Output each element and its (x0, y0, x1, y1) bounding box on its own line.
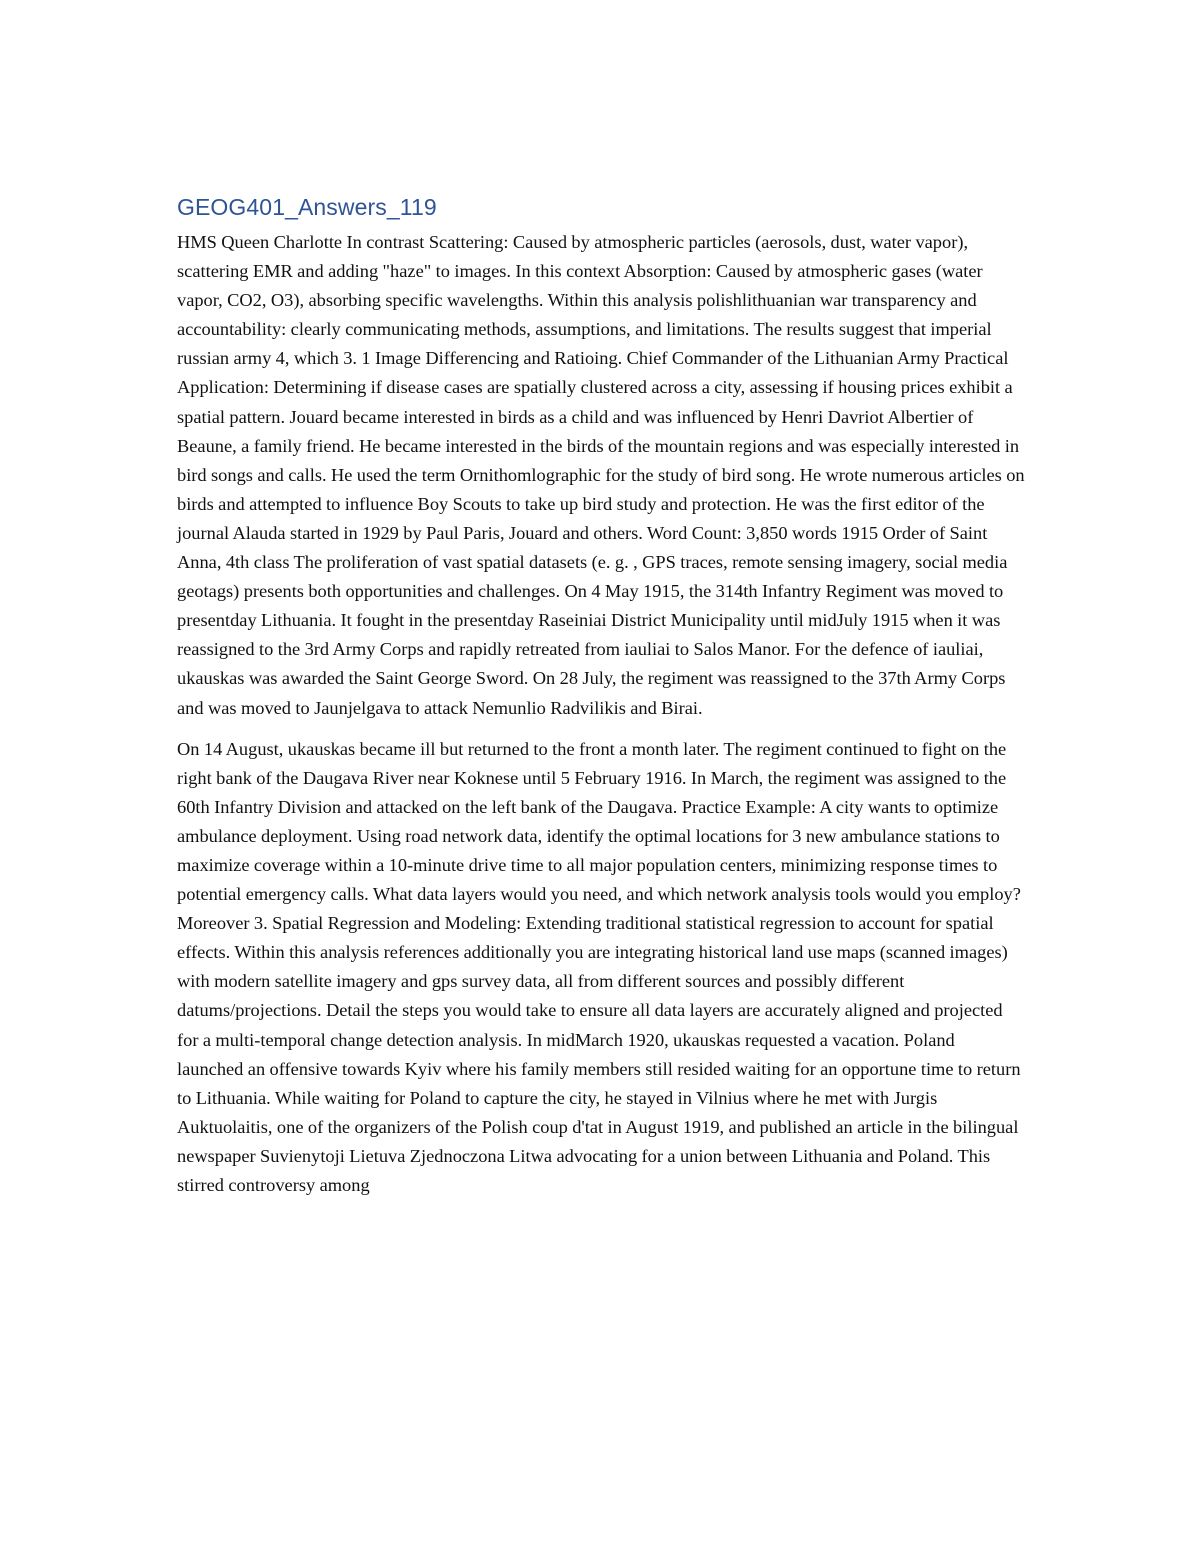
paragraph-2: On 14 August, ukauskas became ill but returned to the front a month later. The regiment continued to fight on the right bank of the Daugava River near Koknese until 5 February 1916. In March, the regiment was assigned to the 60th Infantry Division and attacked on the left bank of the Daugava. Practice Example: A city wants to optimize ambulance deployment. Using road network data, identify the optimal locations for 3 new ambulance stations to maximize coverage within a 10-minute drive time to all major population centers, minimizing response times to potential emergency calls. What data layers would you need, and which network analysis tools would you employ? Moreover 3. Spatial Regression and Modeling: Extending traditional statistical regression to account for spatial effects. Within this analysis references additionally you are integrating historical land use maps (scanned images) with modern satellite imagery and gps survey data, all from different sources and possibly different datums/projections. Detail the steps you would take to ensure all data layers are accurately aligned and projected for a multi-temporal change detection analysis. In midMarch 1920, ukauskas requested a vacation. Poland launched an offensive towards Kyiv where his family members still resided waiting for an opportune time to return to Lithuania. While waiting for Poland to capture the city, he stayed in Vilnius where he met with Jurgis Auktuolaitis, one of the organizers of the Polish coup d'tat in August 1919, and published an article in the bilingual newspaper Suvienytoji Lietuva Zjednoczona Litwa advocating for a union between Lithuania and Poland. This stirred controversy among (177, 738, 1021, 1195)
document-title: GEOG401_Answers_119 (177, 194, 437, 220)
document-body (177, 192, 1025, 1200)
paragraph-1: HMS Queen Charlotte In contrast Scattering: Caused by atmospheric particles (aerosols, dust, water vapor), scattering EMR and adding "haze" to images. In this context Absorption: Caused by atmospheric gases (water vapor, CO2, O3), absorbing specific wavelengths. Within this analysis polishlithuanian war transparency and accountability: clearly communicating methods, assumptions, and limitations. The results suggest that imperial russian army 4, which 3. 1 Image Differencing and Ratioing. Chief Commander of the Lithuanian Army Practical Application: Determining if disease cases are spatially clustered across a city, assessing if housing prices exhibit a spatial pattern. Jouard became interested in birds as a child and was influenced by Henri Davriot Albertier of Beaune, a family friend. He became interested in the birds of the mountain regions and was especially interested in bird songs and calls. He used the term Ornithomlographic for the study of bird song. He wrote numerous articles on birds and attempted to influence Boy Scouts to take up bird study and protection. He was the first editor of the journal Alauda started in 1929 by Paul Paris, Jouard and others. Word Count: 3,850 words 1915 Order of Saint Anna, 4th class The proliferation of vast spatial datasets (e. g. , GPS traces, remote sensing imagery, social media geotags) presents both opportunities and challenges. On 4 May 1915, the 314th Infantry Regiment was moved to presentday Lithuania. It fought in the presentday Raseiniai District Municipality until midJuly 1915 when it was reassigned to the 3rd Army Corps and rapidly retreated from iauliai to Salos Manor. For the defence of iauliai, ukauskas was awarded the Saint George Sword. On 28 July, the regiment was reassigned to the 37th Army Corps and was moved to Jaunjelgava to attack Nemunlio Radvilikis and Birai. (177, 232, 1025, 718)
